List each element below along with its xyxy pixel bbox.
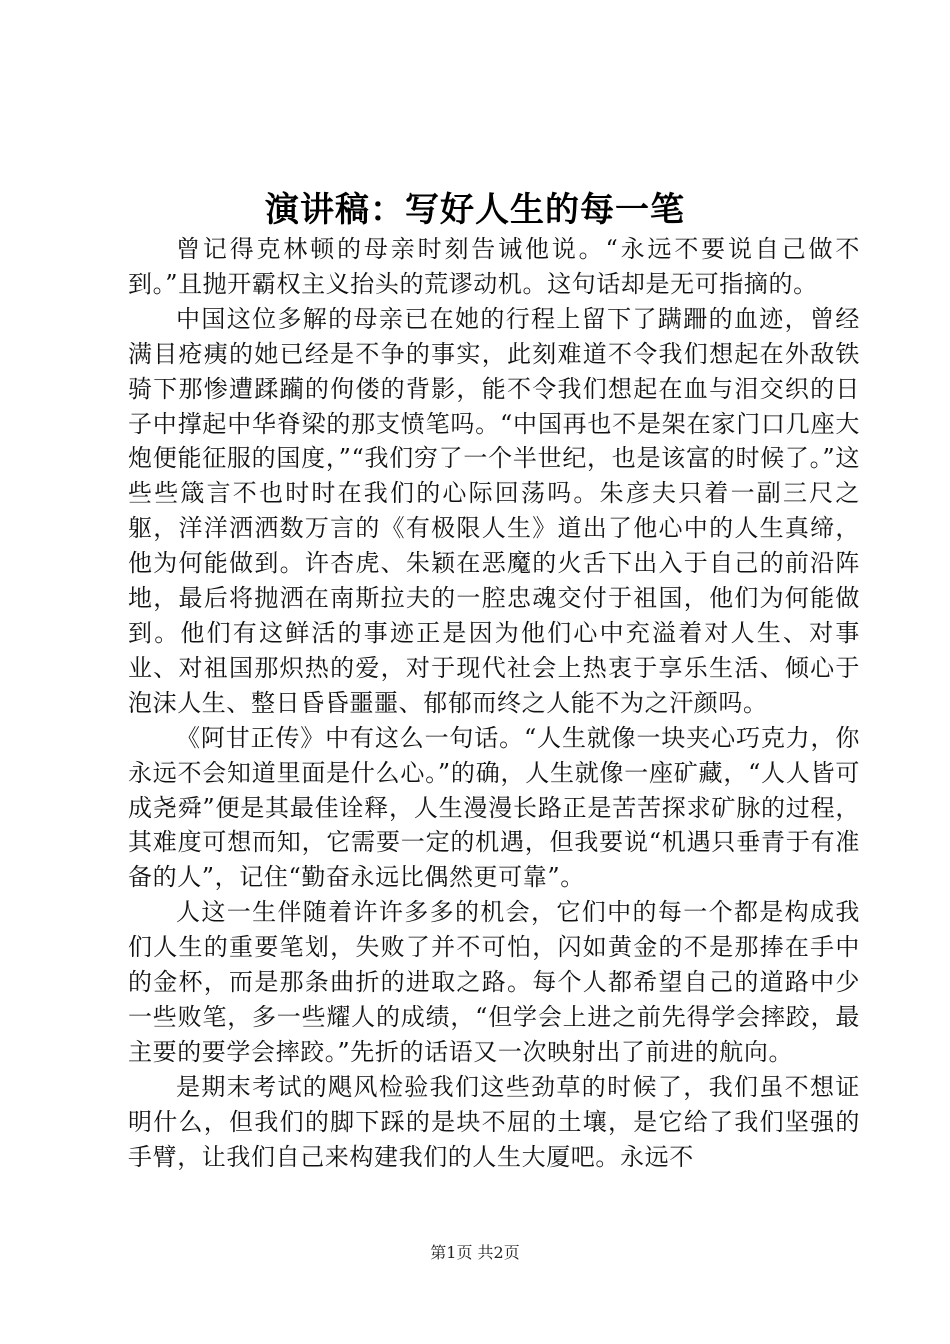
paragraph-5: 是期末考试的飓风检验我们这些劲草的时候了，我们虽不想证明什么，但我们的脚下踩的是块不屈的土壤，是它给了我们坚强的手臂，让我们自己来构建我们的人生大厦吧。永远不 [128,1072,860,1171]
page-number-footer: 第1页 共2页 [430,1243,520,1262]
paragraph-1: 曾记得克林顿的母亲时刻告诫他说。“永远不要说自己做不到。”且抛开霸权主义抬头的荒谬动机。这句话却是无可指摘的。 [128,235,860,298]
paragraph-2: 中国这位多解的母亲已在她的行程上留下了蹒跚的血迹，曾经满目疮痍的她已经是不争的事实，此刻难道不令我们想起在外敌铁骑下那惨遭蹂躏的佝偻的背影，能不令我们想起在血与泪交织的日子中撑起中华脊梁的那支愤笔吗。“中国再也不是架在家门口几座大炮便能征服的国度，”“我们穷了一个半世纪，也是该富的时候了。”这些些箴言不也时时在我们的心际回荡吗。朱彦夫只着一副三尺之躯，洋洋洒洒数万言的《有极限人生》道出了他心中的人生真缔，他为何能做到。许杏虎、朱颖在恶魔的火舌下出入于自己的前沿阵地，最后将抛洒在南斯拉夫的一腔忠魂交付于祖国，他们为何能做到。他们有这鲜活的事迹正是因为他们心中充溢着对人生、对事业、对祖国那炽热的爱，对于现代社会上热衷于享乐生活、倾心于泡沫人生、整日昏昏噩噩、郁郁而终之人能不为之汗颜吗。 [128,304,860,717]
paragraph-4: 人这一生伴随着许许多多的机会，它们中的每一个都是构成我们人生的重要笔划，失败了并不可怕，闪如黄金的不是那捧在手中的金杯，而是那条曲折的进取之路。每个人都希望自己的道路中少一些败笔，多一些耀人的成绩，“但学会上进之前先得学会摔跤，最主要的要学会摔跤。”先折的话语又一次映射出了前进的航向。 [128,898,860,1066]
document-body [128,232,860,1174]
paragraph-3: 《阿甘正传》中有这么一句话。“人生就像一块夹心巧克力，你永远不会知道里面是什么心。”的确，人生就像一座矿藏，“人人皆可成尧舜”便是其最佳诠释，人生漫漫长路正是苦苦探求矿脉的过程，其难度可想而知，它需要一定的机遇，但我要说“机遇只垂青于有准备的人”，记住“勤奋永远比偶然更可靠”。 [128,723,860,892]
page-title: 演讲稿：写好人生的每一笔 [265,190,685,230]
